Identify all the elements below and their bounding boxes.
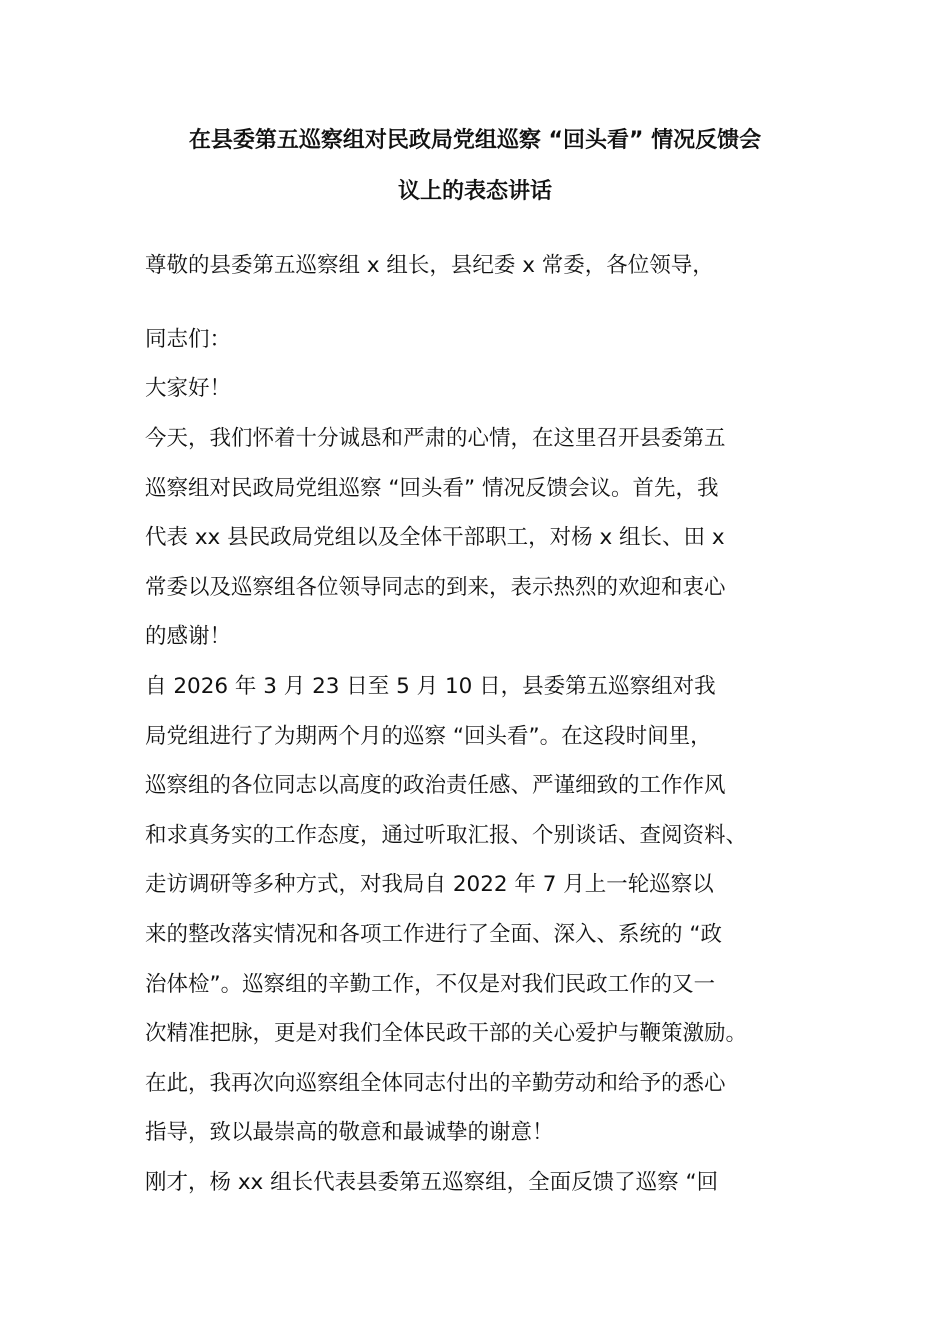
body-line-15: 治体检”。巡察组的辛勤工作，不仅是对我们民政工作的又一 <box>145 972 716 997</box>
body-line-19: 刚才，杨 xx 组长代表县委第五巡察组，全面反馈了巡察 “回 <box>145 1170 719 1195</box>
body-line-11: 巡察组的各位同志以高度的政治责任感、严谨细致的工作作风 <box>145 773 726 798</box>
body-line-18: 指导，致以最崇高的敬意和最诚挚的谢意！ <box>145 1120 554 1145</box>
body-line-2: 同志们： <box>145 327 232 352</box>
body-line-5: 巡察组对民政局党组巡察 “回头看” 情况反馈会议。首先，我 <box>145 476 719 501</box>
body-line-12: 和求真务实的工作态度，通过听取汇报、个别谈话、查阅资料、 <box>145 823 748 848</box>
body-line-14: 来的整改落实情况和各项工作进行了全面、深入、系统的 “政 <box>145 922 722 947</box>
body-line-17: 在此，我再次向巡察组全体同志付出的辛勤劳动和给予的悉心 <box>145 1071 726 1096</box>
body-line-3: 大家好！ <box>145 376 232 401</box>
body-line-7: 常委以及巡察组各位领导同志的到来，表示热烈的欢迎和衷心 <box>145 575 726 600</box>
body-line-8: 的感谢！ <box>145 624 232 649</box>
body-line-9: 自 2026 年 3 月 23 日至 5 月 10 日，县委第五巡察组对我 <box>145 674 716 699</box>
body-line-13: 走访调研等多种方式，对我局自 2022 年 7 月上一轮巡察以 <box>145 872 714 897</box>
body-line-6: 代表 xx 县民政局党组以及全体干部职工，对杨 x 组长、田 x <box>145 525 725 550</box>
body-line-10: 局党组进行了为期两个月的巡察 “回头看”。在这段时间里， <box>145 724 712 749</box>
body-line-4: 今天，我们怀着十分诚恳和严肃的心情，在这里召开县委第五 <box>145 426 726 451</box>
document-title-line-1: 在县委第五巡察组对民政局党组巡察 “回头看” 情况反馈会 <box>188 128 762 153</box>
body-line-16: 次精准把脉，更是对我们全体民政干部的关心爱护与鞭策激励。 <box>145 1021 748 1046</box>
body-line-1: 尊敬的县委第五巡察组 x 组长，县纪委 x 常委，各位领导， <box>145 253 714 278</box>
document-title-line-2: 议上的表态讲话 <box>397 179 552 204</box>
